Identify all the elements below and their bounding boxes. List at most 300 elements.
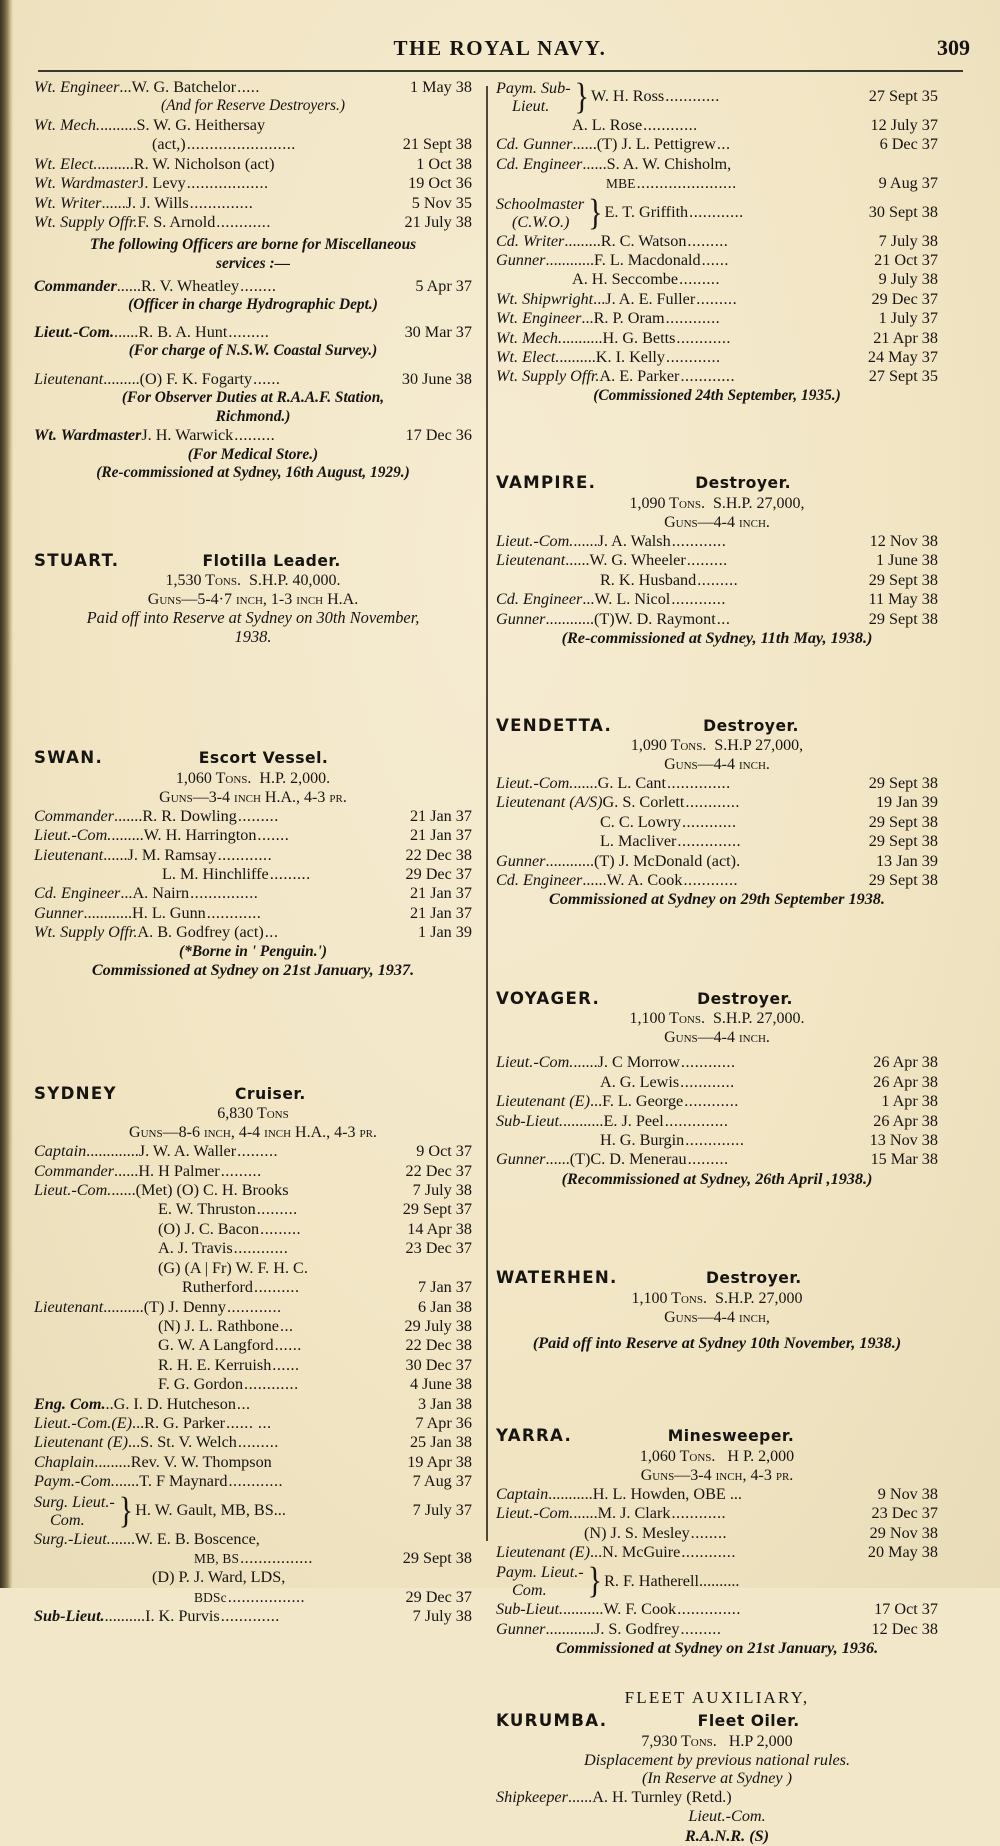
officer-dots: ................ [240,1548,313,1567]
officer-dots: ........ [690,1523,728,1542]
officer-name: (T) J. Denny [143,1297,226,1316]
ship-spec-guns [496,513,938,532]
officer-dots: ... [716,609,731,628]
officer-row [496,1150,938,1169]
ship-spec-guns [34,1123,472,1142]
officer-name: (N) J. L. Rathbone [158,1316,279,1335]
officer-dots: ......... [687,231,729,250]
officer-name: J. A. E. Fuller [605,289,696,308]
officer-date: 3 Jan 38 [418,1394,472,1413]
spec-guns-value: —3-4 inch, 4-3 pr. [674,1466,794,1484]
officer-lead: ... [593,289,606,308]
spec-shp: S.H.P. 27,000 [714,1289,803,1307]
officer-name: (N) J. S. Mesley [584,1523,690,1542]
officer-name: A. B. Godfrey (act) [137,923,264,942]
officer-dots: ............ [671,1504,727,1523]
officer-row [34,1317,472,1336]
officer-date: 1 Oct 38 [416,154,472,173]
officer-date: 29 Dec 37 [871,289,938,308]
officer-rank: Eng. Com. [34,1394,106,1413]
officer-name: G. S. Corlett [602,793,685,812]
officer-lead: ........... [548,1484,593,1503]
officer-date: 21 Jan 37 [409,903,472,922]
officer-rank: Lieutenant (A/S) [496,793,603,812]
ship-spec-guns [496,1466,938,1485]
officer-row [34,923,472,942]
officer-rank: Lieutenant [496,551,566,570]
spec-shp: H.P. 2,000. [259,769,331,787]
ship-block-voyager [496,989,938,1188]
officer-date: 13 Jan 39 [875,851,938,870]
officer-row [496,1112,938,1131]
officer-row [496,852,938,871]
officer-row [34,826,472,845]
officer-name: R. F. Hatherell.......... [604,1571,740,1590]
ship-commission-note: Commissioned at Sydney on 21st January, 1936. [555,1639,879,1658]
officer-name: R. P. Oram [593,309,665,328]
ship-spec-guns [496,1308,938,1327]
officer-date: 29 Sept 38 [868,609,938,628]
officer-row [34,1414,472,1433]
officer-name: J. C Morrow [597,1053,680,1072]
officer-row [34,1162,472,1181]
officer-date: 23 Dec 37 [405,1239,472,1258]
officer-row [34,1530,472,1549]
officer-rank-line-1: Paym. Sub- [496,79,571,97]
officer-name: A. H. Seccombe [572,270,679,289]
officer-lead: ......... [100,116,137,134]
page-number: 309 [937,35,970,60]
officer-name: (D) P. J. Ward, LDS, [152,1568,286,1587]
officer-note: (For Medical Store.) [187,445,319,463]
officer-row [34,904,472,923]
officer-dots: ............ [244,1375,299,1394]
ship-block-waterhen [496,1268,938,1352]
section-gap [496,1352,938,1418]
officer-dots: ...... [701,251,729,270]
officer-date: 17 Dec 36 [405,426,472,445]
officer-rank: Gunner [496,851,546,870]
ship-block-kurumba [496,1711,938,1846]
two-column-body [0,75,1000,1845]
officer-name: (T)W. D. Raymont [594,609,716,628]
header-rule [38,70,963,72]
spec-guns-value: —4-4 inch, [697,1308,770,1326]
officer-date: 6 Dec 37 [879,135,938,154]
officer-row [496,290,938,309]
officer-date: 19 Apr 38 [407,1452,472,1471]
officer-rank-group [496,79,571,115]
officer-name: R. G. Parker [144,1413,226,1432]
officer-lead: ...... [567,1787,593,1806]
officer-lead: ......... [103,369,140,388]
officer-rank: Wt. Elect. [34,154,98,173]
officer-name: J. W. A. Waller [138,1142,237,1161]
officer-name: (O) F. K. Fogarty [139,369,253,388]
officer-lead: ... [119,78,132,96]
officer-name: H. L. Gunn [132,903,206,922]
officer-dots: ............ [680,1072,735,1091]
officer-name: G. L. Cant [597,773,666,792]
officer-dots: ............ [680,1053,736,1072]
officer-date: 29 Sept 38 [402,1548,472,1567]
officer-lead: ......... [94,1452,131,1471]
officer-row [496,1788,938,1807]
officer-dots: ............ [643,116,698,134]
officer-dots: ..... [237,78,260,96]
officer-name: F. S. Arnold [137,213,216,232]
ship-commission-note: (Re-commissioned at Sydney, 11th May, 1938.) [561,628,873,647]
ship-name: SWAN. [34,748,104,768]
officer-row [34,1259,472,1278]
officer-rank: Cd. Gunner [496,135,573,154]
officer-date: 1 Jan 39 [418,923,472,942]
officer-name: (Met) (O) C. H. Brooks [135,1181,289,1200]
officer-row [496,774,938,793]
officer-dots: ... [716,135,731,154]
spec-tons: 1,100 Tons. [631,1289,707,1307]
officer-date: 19 Oct 36 [408,174,472,193]
officer-rank: Wt. Writer [34,193,102,212]
officer-date: 29 Sept 38 [868,832,938,851]
officer-name: R. V. Wheatley [141,276,240,295]
ship-type: Minesweeper. [667,1427,795,1446]
officer-date: 30 Dec 37 [405,1355,472,1374]
officer-note: (And for Reserve Destroyers.) [160,97,346,115]
officer-date: 7 July 37 [412,1500,472,1519]
left-column [34,78,472,1627]
ship-footnote: (*Borne in ' Penguin.') [179,942,327,960]
officer-note-2: Richmond.) [215,407,291,425]
officer-lead: ... [589,1543,603,1561]
officer-row [496,309,938,328]
officer-name: Rev. V. W. Thompson [130,1452,272,1471]
officer-row [34,1588,472,1607]
officer-rank-line-1: Schoolmaster [496,194,585,213]
officer-name: S. W. G. Heithersay [136,116,266,134]
spec-guns-value: —4-4 inch. [697,513,770,531]
ship-spec-tonnage [496,1009,938,1028]
ship-commission-note: Commissioned at Sydney on 29th September 1938. [549,890,885,909]
officer-dots: ....... [257,826,290,845]
officer-row [496,832,938,851]
officer-row [496,1131,938,1150]
officer-row [34,277,472,296]
officer-lead: .......... [562,328,603,347]
officer-row [496,1543,938,1562]
officer-rank: Lieutenant [34,1297,104,1316]
officer-dots: ...... [274,1336,302,1355]
ship-block-vampire [496,473,938,647]
officer-name: A. J. Travis [158,1239,233,1258]
officer-lead: ... [132,1413,145,1432]
officer-row [34,1336,472,1355]
officer-name-date [605,203,938,222]
officer-date: 7 Jan 37 [418,1278,472,1297]
officer-rank: Wt. Supply Offr. [496,367,600,386]
officer-rank: Paym.-Com. [34,1472,115,1491]
officer-row [34,370,472,389]
ship-block-stuart [34,551,472,647]
ship-heading [34,1084,472,1104]
ship-block-swan [34,748,472,979]
officer-dots: ...... ... [226,1413,272,1432]
penguin-commission-note: (Commissioned 24th September, 1935.) [593,386,841,404]
section-gap [496,909,938,975]
officer-name: J. A. Walsh [597,531,671,550]
officer-row [34,155,472,174]
officer-row [34,1239,472,1258]
officer-lead: ... [582,590,595,609]
officer-row [496,793,938,812]
officer-name-date [135,1501,472,1520]
officer-row [34,1375,472,1394]
ship-type: Destroyer. [695,474,792,493]
officer-rank: Lieut.-Com.(E) [34,1413,133,1432]
officer-date: 9 July 38 [878,270,938,289]
officer-rank: Surg.-Lieut. [34,1529,111,1548]
officer-row [34,1220,472,1239]
officer-row [496,135,938,154]
officer-rank-group [496,1563,584,1599]
officer-lead: ...... [573,1504,598,1523]
officer-dots: ... [236,1394,251,1413]
officer-dots: ............ [233,1239,289,1258]
officer-name: Rutherford [182,1278,254,1297]
officer-dots: ......... [237,1142,279,1161]
officer-date: 29 Nov 38 [869,1523,938,1542]
officer-lead: ...... [582,154,607,173]
officer-rank: Captain [496,1484,549,1503]
officer-rank: Gunner [496,251,546,270]
ship-spec-tonnage [496,736,938,755]
officer-row [34,1142,472,1161]
officer-row [34,1607,472,1626]
ship-heading [34,551,472,571]
officer-name: W. A. Cook [606,870,683,889]
officer-date: 14 Apr 38 [407,1219,472,1238]
ship-commission-note: (Recommissioned at Sydney, 26th April ,1938.) [561,1169,873,1188]
officer-rank: Commander [34,276,117,295]
officer-date: 29 July 38 [404,1316,472,1335]
column-divider [486,86,488,1541]
officer-date: 7 July 38 [412,1181,472,1200]
ship-heading [496,716,938,736]
officer-lead: ...... [573,531,598,550]
officer-name: R. B. A. Hunt [138,322,228,341]
officer-dots: ............ [666,348,721,367]
ship-name: KURUMBA. [496,1711,608,1731]
officer-row [496,1485,938,1504]
officer-name: R. H. E. Kerruish [158,1355,272,1374]
spec-guns-label: Guns [640,1466,675,1484]
officer-date: 26 Apr 38 [873,1111,938,1130]
officer-rank-group [496,195,584,231]
officer-lead: ...... [116,276,142,295]
officer-row [496,1073,938,1092]
scan-binding-edge [0,0,13,1588]
officer-name: J. M. Ramsay [127,845,217,864]
officer-dots: ... [264,923,279,942]
spec-tons: 1,100 Tons. [629,1010,705,1028]
officer-name: E. T. Griffith [604,202,689,221]
officer-name: R. W. Nicholson (act) [133,154,275,173]
officer-date: 27 Sept 35 [868,87,938,106]
officer-row [34,846,472,865]
officer-lead: ............. [86,1142,139,1161]
officer-rank: Captain [34,1142,87,1161]
officer-name: R. K. Husband [600,570,697,589]
officer-note: (For charge of N.S.W. Coastal Survey.) [128,342,378,360]
officer-rank: Cd. Engineer [496,154,583,173]
officer-row [34,1395,472,1414]
officer-row [34,116,472,135]
officer-lead: ...... [545,1150,570,1169]
officer-note: (Officer in charge Hydrographic Dept.) [128,296,378,314]
officer-name: A. Nairn [132,884,190,903]
officer-lead: .......... [563,1600,604,1619]
spec-tons: 6,830 Tons [217,1105,289,1123]
officer-date: 12 Dec 38 [871,1619,938,1638]
officer-lead: ...... [110,1529,136,1548]
officer-date: 21 Oct 37 [874,251,938,270]
officer-name: F. L. Macdonald [594,251,701,270]
officer-lead: .. [105,1394,114,1413]
officer-date: 4 June 38 [409,1375,472,1394]
officer-name: E. J. Peel [603,1111,664,1130]
officer-name: A. E. Parker [599,367,680,386]
officer-name: G. W. A Langford [158,1336,274,1355]
officer-dots: ............ [216,213,271,232]
officer-lead: ......... [559,348,596,367]
ship-spec-guns [496,1028,938,1047]
page-header [30,36,970,70]
officer-rank: Lieutenant [34,369,104,388]
ship-block-yarra [496,1426,938,1657]
officer-date: 26 Apr 38 [873,1053,938,1072]
officer-date: 21 Apr 38 [873,328,938,347]
officer-date: 9 Aug 37 [878,174,938,193]
officer-name: (O) J. C. Bacon [158,1219,260,1238]
officer-dots: ............ [228,1472,284,1491]
officer-row [34,213,472,232]
officer-lead: ...... [573,1053,598,1072]
officer-rank: Lieutenant [34,845,104,864]
officer-name: H. H Palmer [138,1161,220,1180]
officer-row [496,590,938,609]
officer-dots: .............. [189,193,254,212]
section-gap [496,1188,938,1254]
officer-dots: ............ [665,309,721,328]
officer-lead: ... [127,1433,141,1452]
officer-dots: ................. [227,1587,306,1606]
officer-dots: ........ [240,276,277,295]
officer-name: (G) (A | Fr) W. F. H. C. [158,1258,308,1277]
officer-row [34,323,472,342]
officer-date: 30 Mar 37 [404,322,472,341]
officer-date: 22 Dec 38 [405,845,472,864]
spec-guns-value: —4-4 inch. [697,1029,770,1047]
ship-name: YARRA. [496,1426,573,1446]
officer-date: 29 Dec 37 [405,1587,472,1606]
officer-row [34,78,472,97]
officer-name: I. K. Purvis [145,1607,220,1626]
section-gap [34,646,472,712]
officer-name: MB, BS [194,1550,240,1566]
officer-rank: Sub-Lieut. [34,1607,105,1626]
officer-dots: ......... [687,1150,729,1169]
officer-rank: Wt. Shipwright [496,289,594,308]
officer-dots: ............ [689,202,744,221]
officer-lead: ............ [545,251,595,270]
officer-row [496,348,938,367]
officer-date: 24 May 37 [867,348,938,367]
officer-date: 15 Mar 38 [870,1150,938,1169]
officer-date: 6 Jan 38 [418,1297,472,1316]
officer-date: 7 Apr 36 [415,1413,472,1432]
officer-rank: Lieutenant (E) [34,1433,128,1452]
officer-name: (T) J. McDonald (act). [594,851,741,870]
ship-heading [496,989,938,1009]
officer-date: 30 Sept 38 [868,202,938,221]
officer-dots: .............. [664,1111,729,1130]
ship-type: Destroyer. [703,716,799,735]
officer-date: 22 Dec 38 [405,1336,472,1355]
officer-row [496,1524,938,1543]
officer-dots: ............ [671,590,726,609]
officer-rank: Gunner [496,609,546,628]
officer-rank-line-2: Com. [50,1510,85,1529]
ship-block-vendetta [496,716,938,909]
officer-date: 29 Sept 38 [868,870,938,889]
officer-date: 20 May 38 [867,1543,938,1561]
officer-rank: Lieutenant (E) [496,1543,590,1561]
officer-dots: ......... [679,270,721,289]
officer-dots: ............ [680,367,735,386]
officer-date: 9 Nov 38 [877,1484,938,1503]
officer-rank: Cd. Engineer [496,870,583,889]
officer-rank-line-1: Paym. Lieut.- [496,1563,584,1582]
officer-date: 25 Jan 38 [409,1433,472,1452]
officer-lead: ............ [83,903,133,922]
officer-rank: Gunner [496,1150,546,1169]
officer-dots: ......... [680,1619,722,1638]
officer-dots: ... [279,1316,294,1335]
reserve-note: (In Reserve at Sydney ) [641,1769,793,1788]
spec-tons: 1,060 Tons. [175,769,252,787]
ship-type: Fleet Oiler. [697,1712,800,1731]
officer-dots: ......... [697,570,739,589]
officer-lead: ...... [101,193,126,212]
spec-shp: S.H.P. 40,000. [248,572,341,590]
officer-lead: ...... [114,1472,140,1491]
officer-date: 11 May 38 [868,590,938,609]
ship-name: WATERHEN. [496,1268,618,1288]
officer-dots: ...................... [636,174,737,193]
officer-dots: ............ [685,793,740,812]
officer-row [34,865,472,884]
officer-name: F. L. George [602,1092,684,1111]
officer-date: 29 Sept 37 [402,1200,472,1219]
officer-row [496,1620,938,1639]
spec-guns-label: Guns [159,788,193,806]
officer-name: K. I. Kelly [595,348,666,367]
officer-date: 29 Sept 38 [868,570,938,589]
officer-date: 21 Sept 38 [402,135,472,154]
officer-dots: ......... [234,426,276,445]
officer-lead: ... [581,309,594,328]
officer-rank: Wt. Wardmaster [34,426,142,445]
